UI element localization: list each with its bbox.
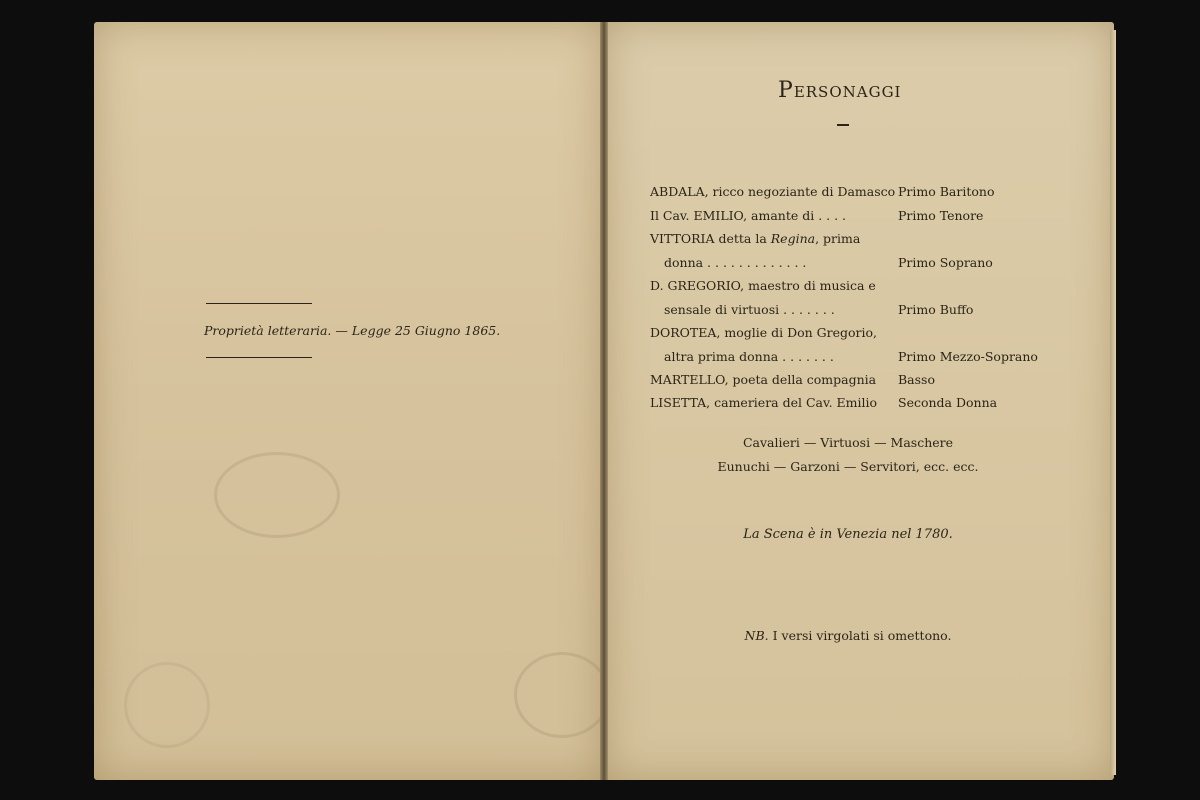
- character-desc: DOROTEA, moglie di Don Gregorio,: [650, 325, 878, 340]
- cast-row: [650, 349, 1038, 364]
- cast-title: [778, 78, 901, 103]
- cast-row: [650, 255, 993, 270]
- cast-title-initial: P: [778, 78, 794, 103]
- chorus-line-2: Eunuchi — Garzoni — Servitori, ecc. ecc.: [717, 459, 979, 474]
- copyright-line: [204, 323, 500, 338]
- cast-row: [650, 372, 935, 387]
- character-desc-em: Regina: [770, 231, 816, 246]
- title-dash: [837, 124, 849, 126]
- character-desc-post: , prima: [815, 231, 861, 246]
- character-desc: Il Cav. EMILIO, amante di . . . .: [650, 208, 847, 223]
- scene-line: La Scena è in Venezia nel 1780.: [743, 527, 953, 542]
- voice-type: Seconda Donna: [898, 395, 998, 410]
- voice-type: Primo Mezzo-Soprano: [898, 349, 1038, 364]
- character-desc: donna . . . . . . . . . . . . .: [664, 255, 807, 270]
- character-desc: sensale di virtuosi . . . . . . .: [664, 302, 835, 317]
- note-line: [594, 628, 1102, 643]
- note-label: NB.: [744, 628, 769, 643]
- voice-type: Primo Soprano: [898, 255, 993, 270]
- character-desc-pre: VITTORIA detta la: [650, 231, 771, 246]
- cast-row: [650, 208, 984, 223]
- cast-row: [650, 302, 974, 317]
- character-desc: altra prima donna . . . . . . .: [664, 349, 834, 364]
- property-label: Proprietà letteraria.: [204, 323, 332, 338]
- rule-top: [206, 303, 312, 304]
- cast-row: [650, 231, 860, 246]
- left-page: [94, 22, 602, 780]
- cast-row: [650, 325, 877, 340]
- voice-type: Basso: [898, 372, 935, 387]
- character-desc: D. GREGORIO, maestro di musica e: [650, 278, 876, 293]
- character-desc: ABDALA, ricco negoziante di Damasco: [650, 184, 896, 199]
- bleed-stamp: [124, 662, 210, 748]
- character-desc: LISETTA, cameriera del Cav. Emilio: [650, 395, 878, 410]
- voice-type: Primo Buffo: [898, 302, 974, 317]
- bleed-stamp: [214, 452, 340, 538]
- cast-row: [650, 395, 998, 410]
- character-desc: MARTELLO, poeta della compagnia: [650, 372, 877, 387]
- property-dash: —: [335, 323, 348, 338]
- law-label: Legge 25 Giugno 1865.: [351, 323, 501, 338]
- cast-row: [650, 184, 995, 199]
- voice-type: Primo Baritono: [898, 184, 995, 199]
- rule-bottom: [206, 357, 312, 358]
- voice-type: Primo Tenore: [898, 208, 984, 223]
- cast-title-rest: ERSONAGGI: [793, 83, 902, 101]
- page-edge: [1110, 30, 1116, 775]
- book-gutter: [600, 22, 608, 780]
- chorus-line-1: Cavalieri — Virtuosi — Maschere: [742, 435, 954, 450]
- note-text: I versi virgolati si omettono.: [768, 628, 952, 643]
- cast-row: [650, 278, 876, 293]
- bleed-stamp: [514, 652, 610, 738]
